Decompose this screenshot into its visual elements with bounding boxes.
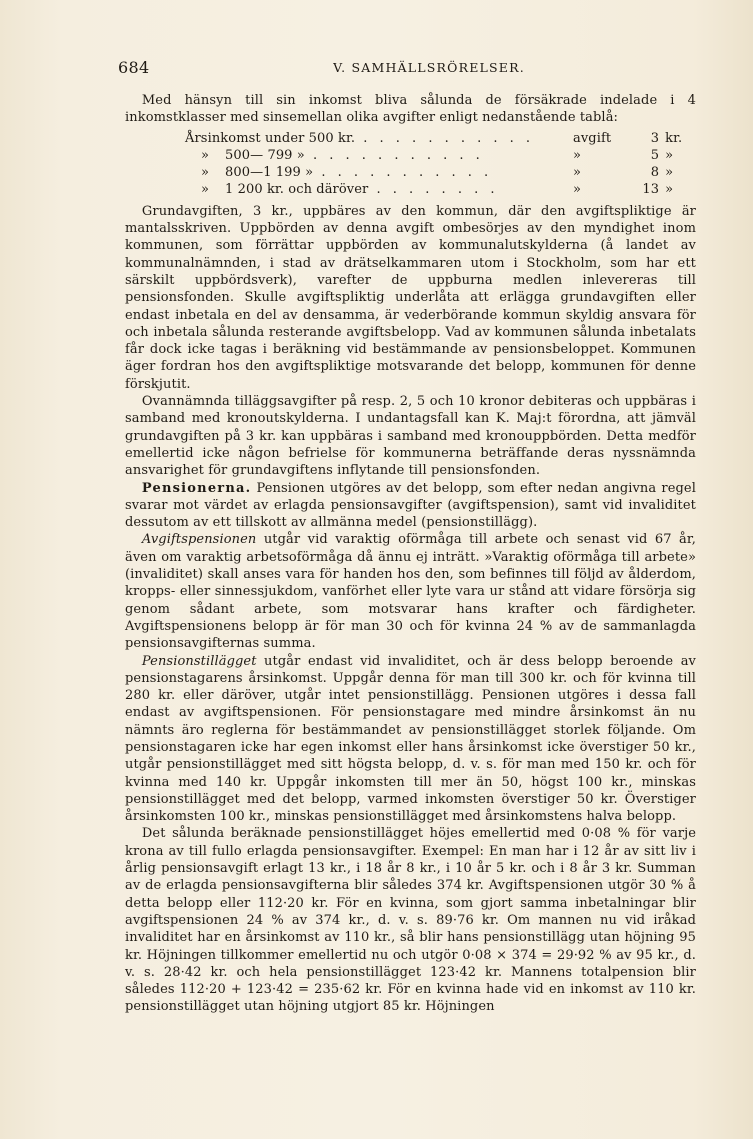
fee-label: » — [573, 147, 582, 163]
paragraph-example: Det sålunda beräknade pensionstillägget höjes emellertid med 0·08 % för varje krona av till fullo erlagda pensionsavgifter. Exempel: En man har i 12 år av sitt liv i årlig pensionsavgift erlagt 13 kr., i 18 år 8 kr., i 10 år 5 kr. och i 8 år 3 kr. Summan av de erlagda pensionsavgifterna blir således 374 kr. Avgiftspensionen utgör 30 % å detta belopp eller 112·20 kr. För en kvinna, som gjort samma inbetalningar blir avgiftspensionen 24 % av 374 kr., d. v. s. 89·76 kr. Om mannen nu vid iråkad invaliditet har en årsinkomst av 110 kr., så blir hans pensionstillägg utan höjning 95 kr. Höjningen tillkommer emellertid nu och utgör 0·08 × 374 = 29·92 % av 95 kr., d. v. s. 28·42 kr. och hela pensionstillägget 123·42 kr. Mannens totalpension blir således 112·20 + 123·42 = 235·62 kr. För en kvinna hade vid en inkomst av 110 kr. pensionstillägget utan höjning utgjort 85 kr. Höjningen — [125, 826, 696, 1015]
fee-amount: 8 — [650, 165, 660, 181]
paragraph-grundavgift: Grundavgiften, 3 kr., uppbäres av den kommun, där den avgiftspliktige är mantalsskriven. Uppbörden av denna avgift ombesörjes av den myndighet inom kommunen, som förrättar uppbörden av kommunalutskylderna (å landet av kommunalnämnden, i stad av drätselkammaren utom i Stockholm, som har ett särskilt uppbördsverk), varefter de uppburna medlen inlevereras till pensionsfonden. Skulle avgiftspliktig underlåta att erlägga grundavgiften eller endast inbetala en del av densamma, är vederbörande kommun skyldig ansvara för och inbetala sålunda resterande avgiftsbelopp. Vad av kommunen sålunda inbetalats får dock icke tagas i beräkning vid bestämmande av pensionsbeloppet. Kommunen äger fordran hos den avgiftspliktige motsvarande det belopp, kommunen för denne förskjutit. — [125, 203, 696, 392]
page-body — [125, 92, 696, 1016]
paragraph-pensionstillagget — [125, 653, 696, 826]
fee-amount: 5 — [650, 147, 660, 163]
fee-row-label: Årsinkomst under 500 kr. — [185, 130, 356, 146]
page-number: 684 — [118, 58, 150, 77]
fee-amount: 13 — [642, 182, 660, 198]
fee-amount: 3 — [650, 130, 660, 146]
fee-unit: » — [665, 147, 674, 163]
leader-dots: . . . . . . . . . . . — [355, 130, 535, 146]
fee-row — [185, 147, 693, 164]
fee-row-label: 500— 799 » — [225, 147, 305, 163]
fee-unit: » — [665, 165, 674, 181]
leader-dots: . . . . . . . . . . . — [313, 165, 493, 181]
fee-label: avgift — [573, 130, 612, 146]
ditto-mark: » — [201, 147, 210, 163]
intro-paragraph: Med hänsyn till sin inkomst bliva sålunda de försäkrade indelade i 4 inkomstklasser med sinsemellan olika avgifter enligt nedanstående tablå: — [125, 93, 696, 126]
fee-row — [185, 130, 693, 147]
leader-dots: . . . . . . . . . . . — [304, 147, 484, 163]
fee-row-label: 800—1 199 » — [225, 165, 314, 181]
section-heading-pensionerna: Pensionerna. — [141, 480, 252, 496]
fee-label: » — [573, 182, 582, 198]
fee-label: » — [573, 165, 582, 181]
term-avgiftspensionen: Avgiftspensionen — [141, 532, 257, 548]
paragraph-tillaggsavgifter: Ovannämnda tilläggsavgifter på resp. 2, 5 och 10 kronor debiteras och uppbäras i samband med kronoutskylderna. I undantagsfall kan K. Maj:t förordna, att jämväl grundavgiften på 3 kr. kan uppbäras i samband med kronouppbörden. Detta medför emellertid icke någon befrielse för kommunerna beträffande deras nyssnämnda ansvarighet för grundavgiftens inflytande till pensionsfonden. — [125, 394, 696, 479]
running-title: V. SAMHÄLLSRÖRELSER. — [333, 60, 525, 75]
leader-dots: . . . . . . . . — [368, 182, 499, 198]
paragraph-avgiftspensionen — [125, 531, 696, 652]
paragraph-pensionerna — [125, 480, 696, 532]
paragraph-text: Pensionen utgöres av det belopp, som efter nedan angivna regel svarar mot värdet av erlagda pensionsavgifter (avgiftspension), samt vid invaliditet dessutom av ett tillskott av allmänna medel (pensionstillägg). — [125, 480, 696, 531]
fee-row — [185, 181, 693, 198]
ditto-mark: » — [201, 182, 210, 198]
paragraph-text: utgår endast vid invaliditet, och är dess belopp beroende av pensionstagarens årsinkomst. Uppgår denna för man till 300 kr. och för kvinna till 280 kr. eller däröver, utgår intet pensionstillägg. Pensionen utgöres i dessa fall endast av avgiftspensionen. För pensionstagare med mindre årsinkomst än nu nämnts äro reglerna för bestämmandet av pensionstillägget storlek följande. Om pensionstagaren icke har egen inkomst eller hans årsinkomst icke överstiger 50 kr., utgår pensionstillägget med sitt högsta belopp, d. v. s. för man med 150 kr. och för kvinna med 140 kr. Uppgår inkomsten till mer än 50, högst 100 kr., minskas pensionstillägget med det belopp, varmed inkomsten överstiger 50 kr. Överstiger årsinkomsten 100 kr., minskas pensionstillägget med årsinkomstens halva belopp. — [125, 653, 696, 825]
fee-row — [185, 164, 693, 181]
paragraph-text: utgår vid varaktig oförmåga till arbete och senast vid 67 år, även om varaktig arbetsoförmåga då ännu ej inträtt. »Varaktig oförmåga till arbete» (invaliditet) skall anses vara för handen hos den, som befinnes till följd av ålderdom, kropps- eller sinnessjukdom, vanförhet eller lyte vara ur stånd att vidare försörja sig genom sådant arbete, som motsvarar hans krafter och färdigheter. Avgiftspensionens belopp är för man 30 och för kvinna 24 % av de sammanlagda pensionsavgifternas summa. — [125, 532, 696, 652]
page-header — [118, 58, 696, 82]
fee-unit: kr. — [665, 130, 683, 146]
term-pensionstillagget: Pensionstillägget — [141, 653, 257, 669]
fee-row-label: 1 200 kr. och däröver — [225, 182, 369, 198]
fee-table — [185, 130, 693, 199]
fee-unit: » — [665, 182, 674, 198]
ditto-mark: » — [201, 165, 210, 181]
